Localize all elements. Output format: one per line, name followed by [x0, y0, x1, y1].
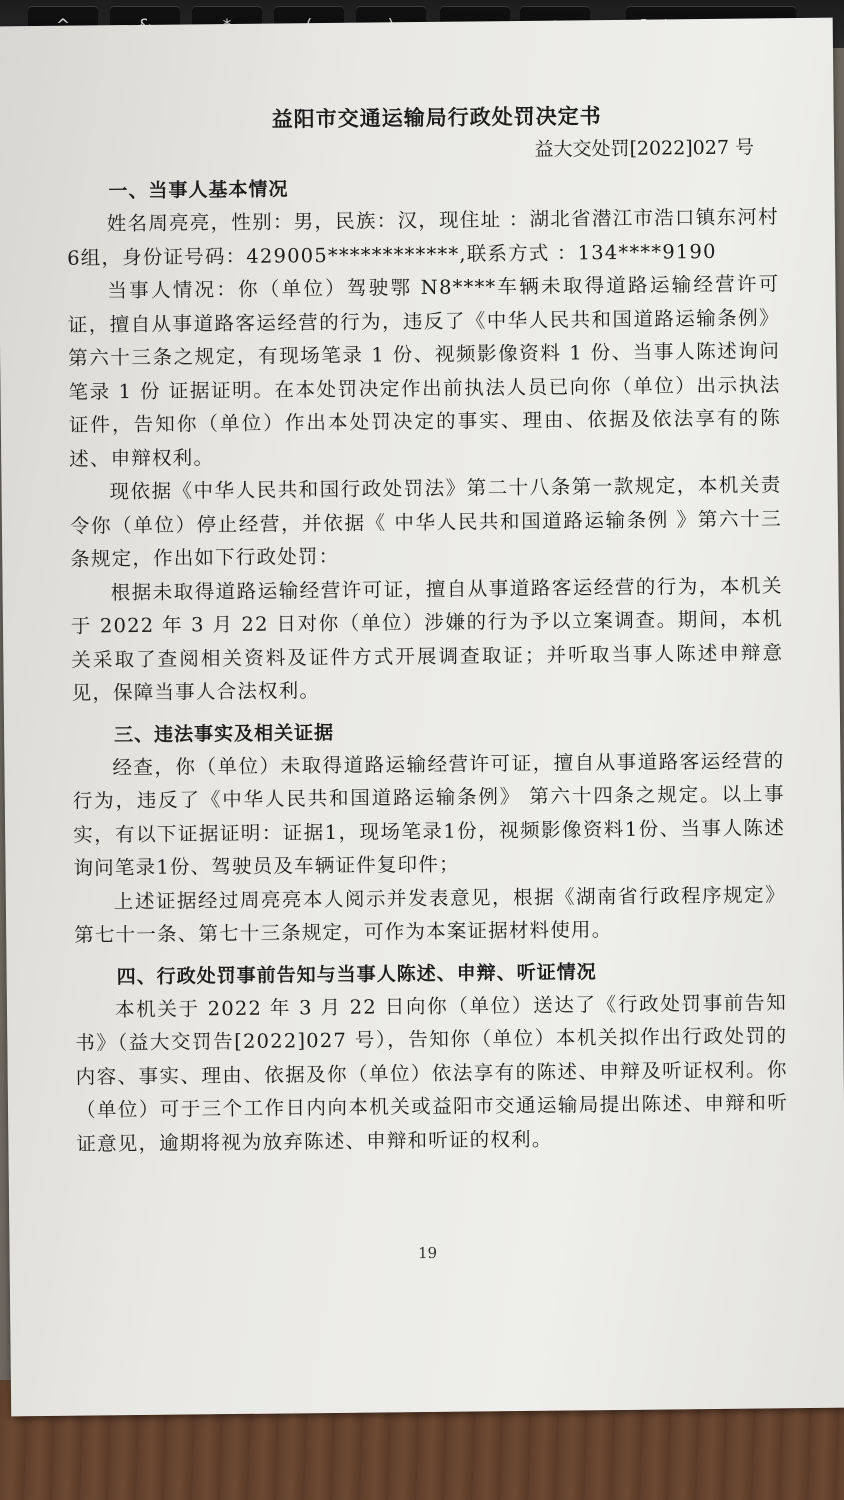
paragraph-legal-basis: 现依据《中华人民共和国行政处罚法》第二十八条第一款规定，本机关责令你（单位）停止经营，并依据《 中华人民共和国道路运输条例 》第六十三条规定，作出如下行政处罚： — [69, 473, 783, 571]
paragraph-party-situation: 当事人情况：你（单位）驾驶鄂 N8****车辆未取得道路运输经营许可证，擅自从事道路客运经营的行为，违反了《中华人民共和国道路运输条例》 第六十三条之规定，有现场笔录 1 份、视频影像资料 1 份、当事人陈述询问笔录 1 份 证据证明。在本处罚决定作出前执法人员已向你（单位）出示执法证件，告知你（单位）作出本处罚决定的事实、理由、依据及依法享有的陈述、申辩权利。 — [67, 272, 781, 471]
document-page — [0, 18, 844, 1417]
paragraph-evidence: 上述证据经过周亮亮本人阅示并发表意见，根据《湖南省行政程序规定》第七十一条、第七十三条规定，可作为本案证据材料使用。 — [74, 882, 786, 947]
paragraph-facts: 经查，你（单位）未取得道路运输经营许可证，擅自从事道路客运经营的行为，违反了《中华人民共和国道路运输条例》 第六十四条之规定。以上事实，有以下证据证明：证据1，现场笔录1份，视频影像资料1份、当事人陈述询问笔录1份、驾驶员及车辆证件复印件； — [72, 748, 786, 880]
paragraph-prior-notice: 本机关于 2022 年 3 月 22 日向你（单位）送达了《行政处罚事前告知书》（益大交罚告[2022]027 号），告知你（单位）本机关拟作出行政处罚的内容、事实、理由、依据及你（单位）依法享有的陈述、申辩及听证权利。你（单位）可于三个工作日内向本机关或益阳市交通运输局提出陈述、申辩和听证意见，逾期将视为放弃陈述、申辩和听证的权利。 — [75, 990, 789, 1156]
document-title: 益阳市交通运输局行政处罚决定书 — [271, 103, 602, 132]
section-heading-1: 一、当事人基本情况 — [108, 178, 289, 203]
section-heading-3: 三、违法事实及相关证据 — [114, 721, 335, 746]
paragraph-investigation: 根据未取得道路运输经营许可证，擅自从事道路客运经营的行为，本机关于 2022 年 3 月 22 日对你（单位）涉嫌的行为予以立案调查。期间，本机关采取了查阅相关资料及证件方式开展调查取证；并听取当事人陈述申辩意见，保障当事人合法权利。 — [70, 573, 784, 705]
section-heading-4: 四、行政处罚事前告知与当事人陈述、申辩、听证情况 — [116, 960, 597, 988]
document-number: 益大交处罚[2022]027 号 — [534, 136, 755, 161]
page-number: 19 — [417, 1243, 438, 1263]
paragraph-party-info: 姓名周亮亮，性别：男，民族：汉，现住址 ：湖北省潜江市浩口镇东河村6组，身份证号码：429005************,联系方式 ：134****9190 — [66, 205, 779, 270]
document-body — [66, 98, 789, 1160]
